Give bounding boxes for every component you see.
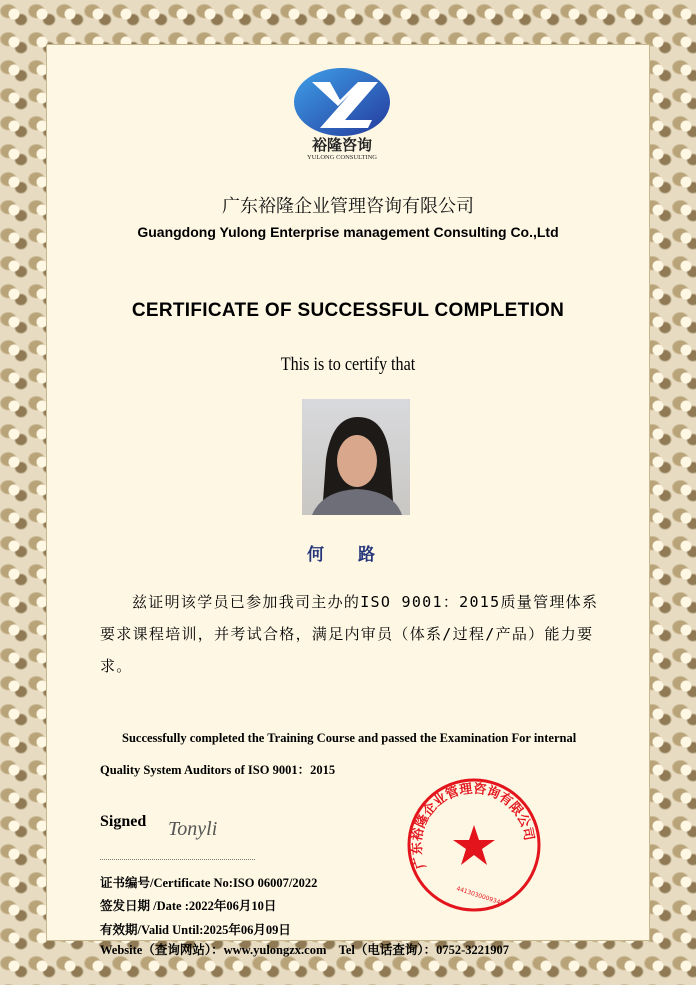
logo-en-text: YULONG CONSULTING xyxy=(307,154,377,161)
star-icon xyxy=(453,825,495,865)
signature: Tonyli xyxy=(168,818,218,840)
company-seal xyxy=(404,777,544,913)
seal-text: 广东裕隆企业管理咨询有限公司 xyxy=(409,781,537,871)
certificate-statement-cn: 兹证明该学员已参加我司主办的ISO 9001：2015质量管理体系要求课程培训，并考试合格，满足内审员（体系/过程/产品）能力要求。 xyxy=(100,593,599,675)
seal-number: 4413030009348 xyxy=(455,885,505,908)
recipient-photo xyxy=(302,399,410,515)
footer-contact: Website（查询网站）：www.yulongzx.com Tel（电话查询）：0752-3221907 xyxy=(100,943,510,957)
recipient-name: 何 路 xyxy=(307,545,389,565)
valid-until: 有效期/Valid Until:2025年06月09日 xyxy=(100,923,291,937)
signed-label: Signed xyxy=(100,813,147,830)
svg-text:广东裕隆企业管理咨询有限公司 xyxy=(409,781,537,871)
certificate-statement-en: Successfully completed the Training Course and passed the Examination For internal Quality System Auditors of ISO 9001：2015 xyxy=(100,731,577,777)
company-name-cn: 广东裕隆企业管理咨询有限公司 xyxy=(222,196,474,217)
yulong-logo xyxy=(290,62,395,162)
logo-cn-text: 裕隆咨询 xyxy=(311,136,373,154)
certify-text: This is to certify that xyxy=(280,354,416,375)
issue-date: 签发日期 /Date :2022年06月10日 xyxy=(100,899,277,913)
certificate-title: CERTIFICATE OF SUCCESSFUL COMPLETION xyxy=(131,300,565,321)
certificate-number: 证书编号/Certificate No:ISO 06007/2022 xyxy=(100,876,318,890)
company-name-en: Guangdong Yulong Enterprise management Consulting Co.,Ltd xyxy=(137,224,559,240)
signature-line xyxy=(100,859,255,860)
